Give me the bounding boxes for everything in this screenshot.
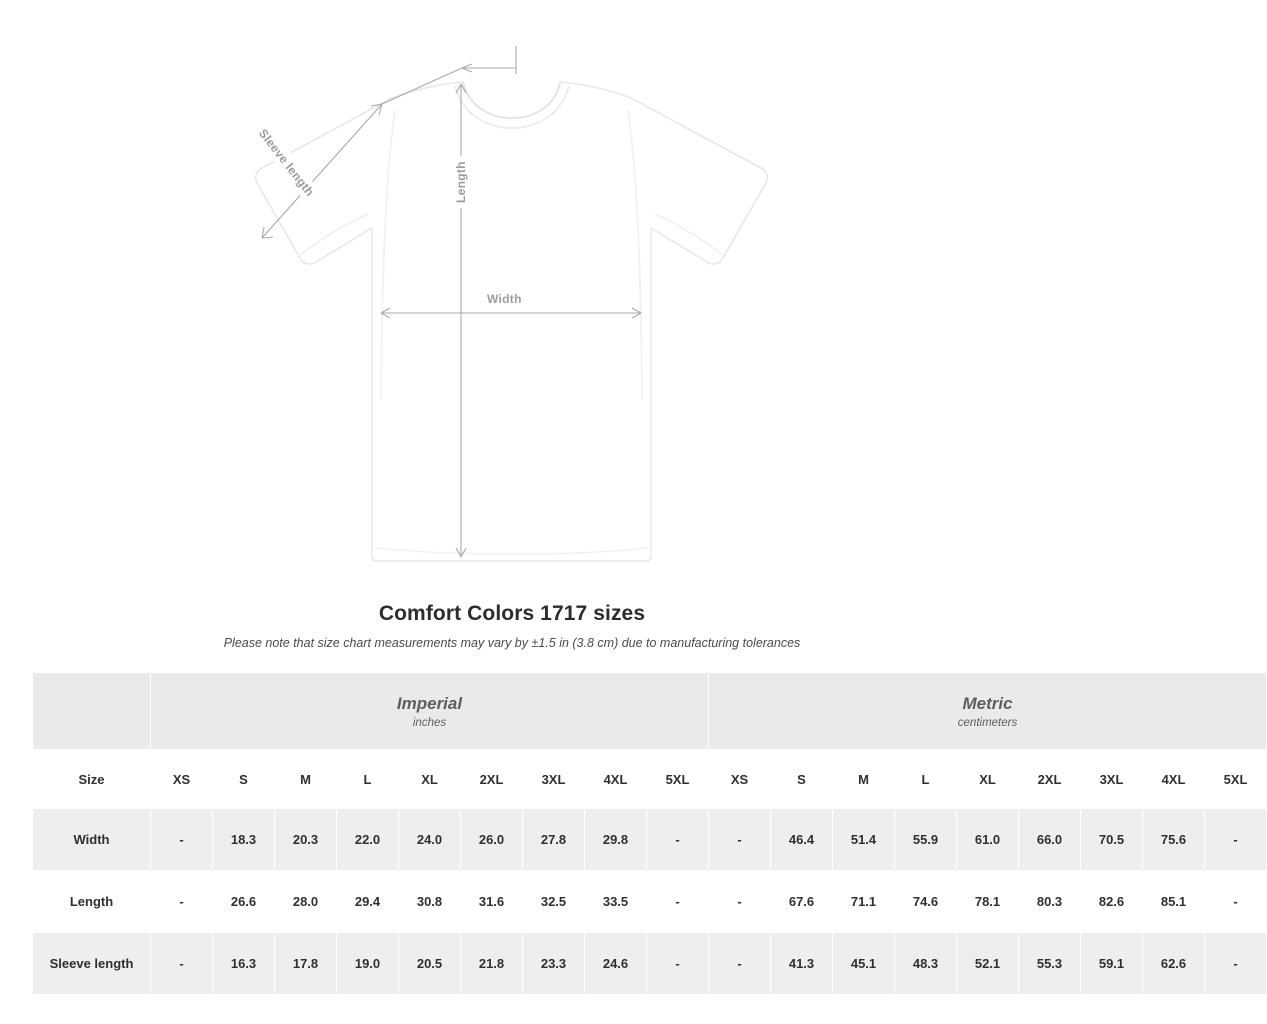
cell-length-imperial-4xl: 33.5 (585, 871, 647, 933)
cell-sleeve-metric-xl: 52.1 (957, 933, 1019, 995)
tolerance-note: Please note that size chart measurements may vary by ±1.5 in (3.8 cm) due to manufacturing tolerances (223, 636, 801, 650)
size-header-metric-xl: XL (957, 750, 1019, 809)
size-header-metric-3xl: 3XL (1081, 750, 1143, 809)
cell-length-metric-xs: - (709, 871, 771, 933)
cell-sleeve-metric-5xl: - (1205, 933, 1267, 995)
table-row (33, 871, 1267, 933)
cell-width-metric-2xl: 66.0 (1019, 809, 1081, 871)
row-label-sleeve-length: Sleeve length (33, 933, 151, 995)
cell-width-metric-s: 46.4 (771, 809, 833, 871)
cell-width-imperial-xl: 24.0 (399, 809, 461, 871)
tshirt-illustration (0, 0, 1024, 590)
cell-length-metric-s: 67.6 (771, 871, 833, 933)
cell-width-imperial-2xl: 26.0 (461, 809, 523, 871)
cell-length-metric-2xl: 80.3 (1019, 871, 1081, 933)
cell-length-imperial-xl: 30.8 (399, 871, 461, 933)
size-header-metric-xs: XS (709, 750, 771, 809)
cell-length-metric-l: 74.6 (895, 871, 957, 933)
group-spacer-cell (33, 673, 151, 750)
cell-width-metric-l: 55.9 (895, 809, 957, 871)
cell-sleeve-imperial-3xl: 23.3 (523, 933, 585, 995)
cell-sleeve-metric-xs: - (709, 933, 771, 995)
cell-width-metric-3xl: 70.5 (1081, 809, 1143, 871)
cell-length-metric-5xl: - (1205, 871, 1267, 933)
cell-length-metric-m: 71.1 (833, 871, 895, 933)
size-header-metric-2xl: 2XL (1019, 750, 1081, 809)
size-header-metric-4xl: 4XL (1143, 750, 1205, 809)
size-header-imperial-5xl: 5XL (647, 750, 709, 809)
size-header-metric-m: M (833, 750, 895, 809)
cell-width-metric-5xl: - (1205, 809, 1267, 871)
size-column-header: Size (33, 750, 151, 809)
cell-width-imperial-3xl: 27.8 (523, 809, 585, 871)
cell-sleeve-imperial-xs: - (151, 933, 213, 995)
size-header-imperial-4xl: 4XL (585, 750, 647, 809)
cell-length-imperial-l: 29.4 (337, 871, 399, 933)
group-title-metric: Metric (962, 693, 1013, 713)
cell-sleeve-metric-4xl: 62.6 (1143, 933, 1205, 995)
cell-length-imperial-m: 28.0 (275, 871, 337, 933)
cell-length-metric-3xl: 82.6 (1081, 871, 1143, 933)
cell-width-imperial-l: 22.0 (337, 809, 399, 871)
row-label-length: Length (33, 871, 151, 933)
cell-sleeve-imperial-s: 16.3 (213, 933, 275, 995)
cell-sleeve-imperial-m: 17.8 (275, 933, 337, 995)
cell-width-imperial-xs: - (151, 809, 213, 871)
page-title: Comfort Colors 1717 sizes (378, 602, 646, 625)
cell-sleeve-imperial-xl: 20.5 (399, 933, 461, 995)
chart-heading-block (0, 602, 1024, 650)
size-header-imperial-l: L (337, 750, 399, 809)
size-header-metric-5xl: 5XL (1205, 750, 1267, 809)
cell-sleeve-metric-s: 41.3 (771, 933, 833, 995)
row-label-width: Width (33, 809, 151, 871)
unit-group-row (33, 673, 1267, 750)
size-header-imperial-2xl: 2XL (461, 750, 523, 809)
cell-width-imperial-s: 18.3 (213, 809, 275, 871)
cell-width-metric-xl: 61.0 (957, 809, 1019, 871)
cell-length-metric-xl: 78.1 (957, 871, 1019, 933)
cell-width-imperial-5xl: - (647, 809, 709, 871)
size-header-imperial-m: M (275, 750, 337, 809)
size-table-wrapper (32, 672, 1248, 995)
group-unit-imperial: inches (412, 717, 447, 730)
cell-sleeve-metric-2xl: 55.3 (1019, 933, 1081, 995)
cell-width-metric-4xl: 75.6 (1143, 809, 1205, 871)
width-measure-label: Width (481, 292, 528, 306)
length-measure-label: Length (452, 156, 470, 208)
size-chart-table (32, 672, 1267, 995)
cell-length-imperial-s: 26.6 (213, 871, 275, 933)
cell-width-imperial-m: 20.3 (275, 809, 337, 871)
cell-width-imperial-4xl: 29.8 (585, 809, 647, 871)
size-header-metric-l: L (895, 750, 957, 809)
size-header-imperial-3xl: 3XL (523, 750, 585, 809)
cell-width-metric-xs: - (709, 809, 771, 871)
cell-length-imperial-xs: - (151, 871, 213, 933)
cell-length-metric-4xl: 85.1 (1143, 871, 1205, 933)
group-title-imperial: Imperial (396, 693, 463, 713)
group-header-metric (709, 673, 1267, 750)
table-row (33, 809, 1267, 871)
cell-width-metric-m: 51.4 (833, 809, 895, 871)
cell-sleeve-metric-3xl: 59.1 (1081, 933, 1143, 995)
cell-length-imperial-3xl: 32.5 (523, 871, 585, 933)
group-unit-metric: centimeters (957, 717, 1018, 730)
cell-sleeve-imperial-4xl: 24.6 (585, 933, 647, 995)
cell-sleeve-imperial-l: 19.0 (337, 933, 399, 995)
cell-sleeve-imperial-2xl: 21.8 (461, 933, 523, 995)
cell-length-imperial-2xl: 31.6 (461, 871, 523, 933)
cell-length-imperial-5xl: - (647, 871, 709, 933)
size-header-imperial-xl: XL (399, 750, 461, 809)
cell-sleeve-metric-l: 48.3 (895, 933, 957, 995)
size-header-imperial-s: S (213, 750, 275, 809)
size-header-row (33, 750, 1267, 809)
size-header-metric-s: S (771, 750, 833, 809)
cell-sleeve-metric-m: 45.1 (833, 933, 895, 995)
size-header-imperial-xs: XS (151, 750, 213, 809)
group-header-imperial (151, 673, 709, 750)
cell-sleeve-imperial-5xl: - (647, 933, 709, 995)
sleeve-length-measure-label: Sleeve length (252, 122, 321, 203)
table-row (33, 933, 1267, 995)
